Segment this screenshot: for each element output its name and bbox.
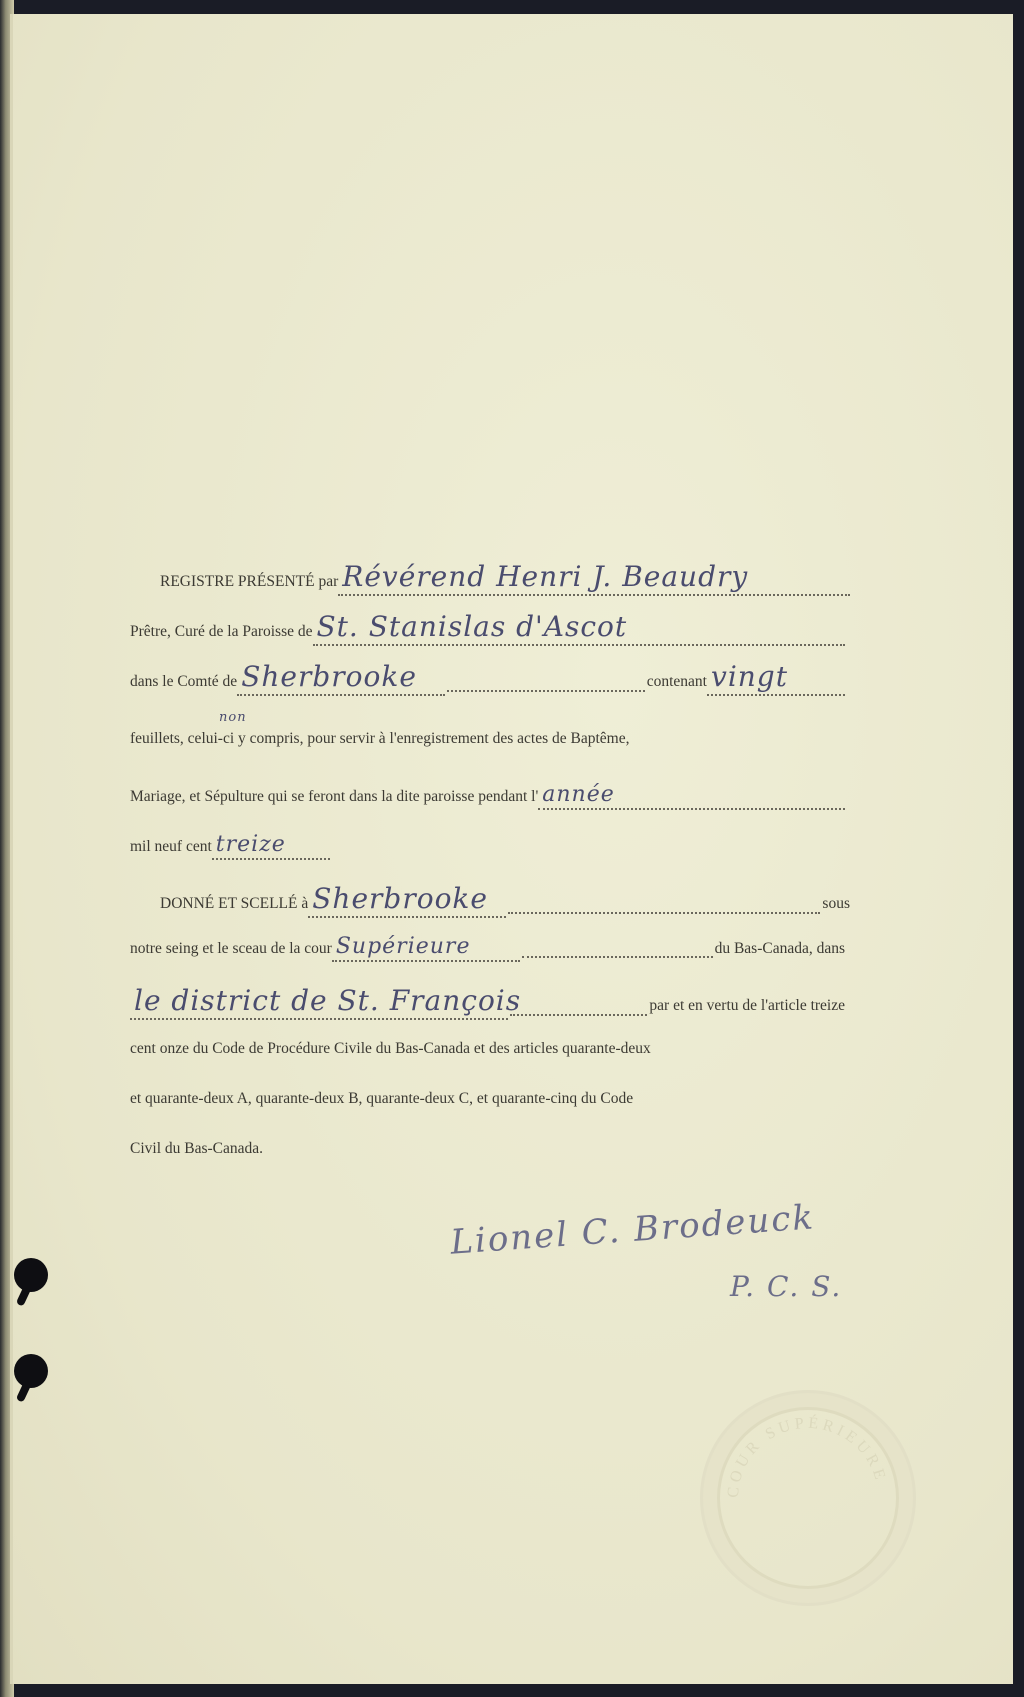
seal-text: COUR SUPÉRIEURE <box>724 1414 890 1499</box>
line-marriage: Mariage, et Sépulture qui se feront dans la dite paroisse pendant l' année <box>130 782 845 810</box>
line-code-3: Civil du Bas-Canada. <box>130 1140 264 1157</box>
priest-name-handwritten: Révérend Henri J. Beaudry <box>338 560 850 596</box>
inserted-word-non: non <box>219 710 247 725</box>
signature-name: Lionel C. Brodeuck <box>449 1197 817 1263</box>
line-code-2: et quarante-deux A, quarante-deux B, quarante-deux C, et quarante-cinq du Code <box>130 1090 634 1107</box>
county-name-handwritten: Sherbrooke <box>237 660 445 696</box>
sealed-place-handwritten: Sherbrooke <box>308 882 506 918</box>
line-district: le district de St. François par et en vertu de l'article treize <box>130 984 845 1020</box>
line-county: dans le Comté de Sherbrooke contenant vingt <box>130 660 845 696</box>
svg-text:COUR SUPÉRIEURE <box>725 1413 890 1499</box>
binding-hole-lower <box>14 1354 48 1388</box>
page-count-handwritten: vingt <box>707 660 845 696</box>
line-court: notre seing et le sceau de la cour Supérieure du Bas-Canada, dans <box>130 934 845 962</box>
court-name-handwritten: Supérieure <box>332 934 520 962</box>
binding-hole-upper <box>14 1258 48 1292</box>
line-pages: feuillets, celui-ci y compris, pour servir à l'enregistrement des actes de Baptême, <box>130 730 630 747</box>
district-handwritten: le district de St. François <box>130 984 508 1020</box>
year-word-handwritten: année <box>538 782 845 810</box>
seal-ring-icon <box>703 1393 913 1603</box>
line-presented-by: REGISTRE PRÉSENTÉ par Révérend Henri J. Beaudry <box>160 560 850 596</box>
line-parish: Prêtre, Curé de la Paroisse de St. Stanislas d'Ascot <box>130 610 845 646</box>
year-handwritten: treize <box>212 832 330 860</box>
embossed-court-seal <box>700 1390 916 1606</box>
parish-name-handwritten: St. Stanislas d'Ascot <box>313 610 846 646</box>
line-year: mil neuf cent treize <box>130 832 330 860</box>
signature-title: P. C. S. <box>730 1270 843 1303</box>
line-code-1: cent onze du Code de Procédure Civile du Bas-Canada et des articles quarante-deux <box>130 1040 651 1057</box>
line-sealed-at: DONNÉ ET SCELLÉ à Sherbrooke sous <box>160 882 850 918</box>
